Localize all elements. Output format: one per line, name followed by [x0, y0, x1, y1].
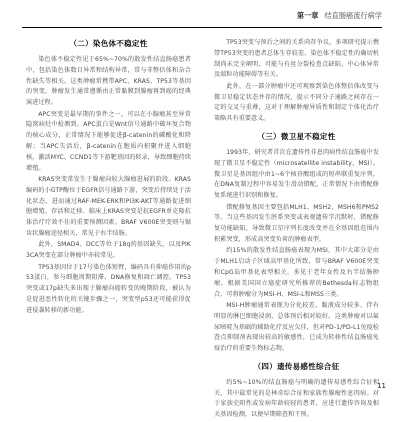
paragraph: 此外，在一部分肿瘤中还可观察到染色体整倍体改变与微卫星稳定状态并存的情况，提示不同分子通路之间存在一定的交叉与重叠，这对于理解肿瘤异质性和制定个体化治疗策略具有重要意义。: [214, 82, 379, 123]
header-rule: [22, 27, 382, 28]
chapter-title: 结直肠癌流行病学: [324, 11, 382, 20]
paragraph: TP53突变与预后之间的关系尚存争议，多项研究提示携带TP53突变的患者总体生存较差。染色体不稳定性的确切机制尚未完全阐明，可能与有丝分裂检查点缺陷、中心体异常及端粒功能障碍等有关。: [214, 39, 379, 79]
section-heading-hereditary-syndromes: （四）遗传易感性综合征: [253, 361, 340, 371]
right-column: [214, 38, 379, 422]
paragraph: 染色体不稳定性见于65%~70%的散发性结直肠癌患者中，包括染色体数目异常和结构异常，常与非整倍体和杂合性缺失等相关。这类肿瘤常携带APC、KRAS、TP53等基因的突变，肿瘤发生通常遵循由正常黏膜到腺瘤再到癌的经典演进过程。: [26, 56, 191, 107]
page-number: 11: [377, 382, 386, 390]
paragraph: 约15%的散发性结直肠癌表现为MSI，其中大部分是由于MLH1启动子区域高甲基化所致，常与BRAF V600E突变和CpG岛甲基化表型相关，多见于老年女性及右半结肠肿瘤。根据美国国立癌症研究所推荐的Bethesda标志物组合，可将肿瘤分为MSI-H、MSI-L和MSS三类。: [214, 247, 379, 298]
running-header: [18, 6, 382, 26]
paragraph: KRAS突变常发生于腺瘤向较大腺瘤进展的阶段。KRAS编码的小GTP酶位于EGFR信号通路下游，突变后持续处于活化状态，进而通过RAF-MEK-ERK和PI3K-AKT等通路促进细胞增殖、存活和迁移。临床上KRAS突变是抗EGFR单克隆抗体治疗疗效不佳的重要预测因素。BRAF V600E突变则与锯齿状腺瘤途径相关，常见于右半结肠。: [26, 175, 191, 237]
chapter-label: 第一章: [296, 11, 319, 20]
section-heading-chromosomal-instability: （二）染色体不稳定性: [69, 39, 148, 48]
paragraph: 错配修复基因主要包括MLH1、MSH2、MSH6和PMS2等。当这些基因发生胚系突变或表观遗传学沉默时，错配修复功能缺陷，导致微卫星序列长度改变并在全基因组范围内积累突变，形成高突变负荷的肿瘤表型。: [214, 203, 379, 243]
paragraph: TP53基因位于17号染色体短臂，编码具有抑癌作用的p53蛋白，参与细胞周期阻滞、DNA修复和凋亡调控。TP53突变或17p缺失多出现于腺瘤向癌转变的晚期阶段，被认为是促进恶性转化的关键步骤之一，突变型p53还可能获得促进侵袭转移的新功能。: [26, 263, 191, 314]
left-column: [26, 38, 191, 317]
paragraph: 约5%~10%的结直肠癌与明确的遗传易感性综合征相关，其中最常见的是林奇综合征和家族性腺瘤性息肉病。对于家族史阳性或发病年龄较轻的患者，应进行遗传咨询及相关基因检测，以便早期筛查和干预。: [214, 378, 379, 419]
paragraph: 此外，SMAD4、DCC等位于18q的基因缺失，以及PIK3CA突变在部分肿瘤中亦较常见。: [26, 241, 191, 260]
paragraph: 1993年，研究者首次在遗传性非息肉病性结直肠癌中发现了微卫星不稳定性（microsatellite instability，MSI）。微卫星是基因组中由1~6个核苷酸组成的短串联重复序列，在DNA复制过程中容易发生滑动错配，正常情况下由错配修复系统进行识别和修复。: [214, 148, 379, 200]
section-heading-microsatellite-instability: （三）微卫星不稳定性: [257, 131, 336, 141]
paragraph: APC突变是最早期的事件之一，可以在小腺瘤甚至异常隐窝病灶中检测到。APC蛋白是Wnt信号通路中破坏复合物的核心成分，正常情况下能够促进β-catenin的磷酸化和降解；当APC失活后，β-catenin在胞质内积聚并进入细胞核，激活MYC、CCND1等下游靶基因的转录，导致细胞持续增殖。: [26, 110, 191, 172]
paragraph: MSI-H肿瘤通常表现为分化较差、黏液成分较多、伴有明显的淋巴细胞浸润，总体预后相对较好。这类肿瘤对以氟尿嘧啶为基础的辅助化疗反应欠佳，但对PD-1/PD-L1免疫检查点抑制剂表现出较高的敏感性，已成为转移性结直肠癌免疫治疗的重要生物标志物。: [214, 301, 379, 353]
